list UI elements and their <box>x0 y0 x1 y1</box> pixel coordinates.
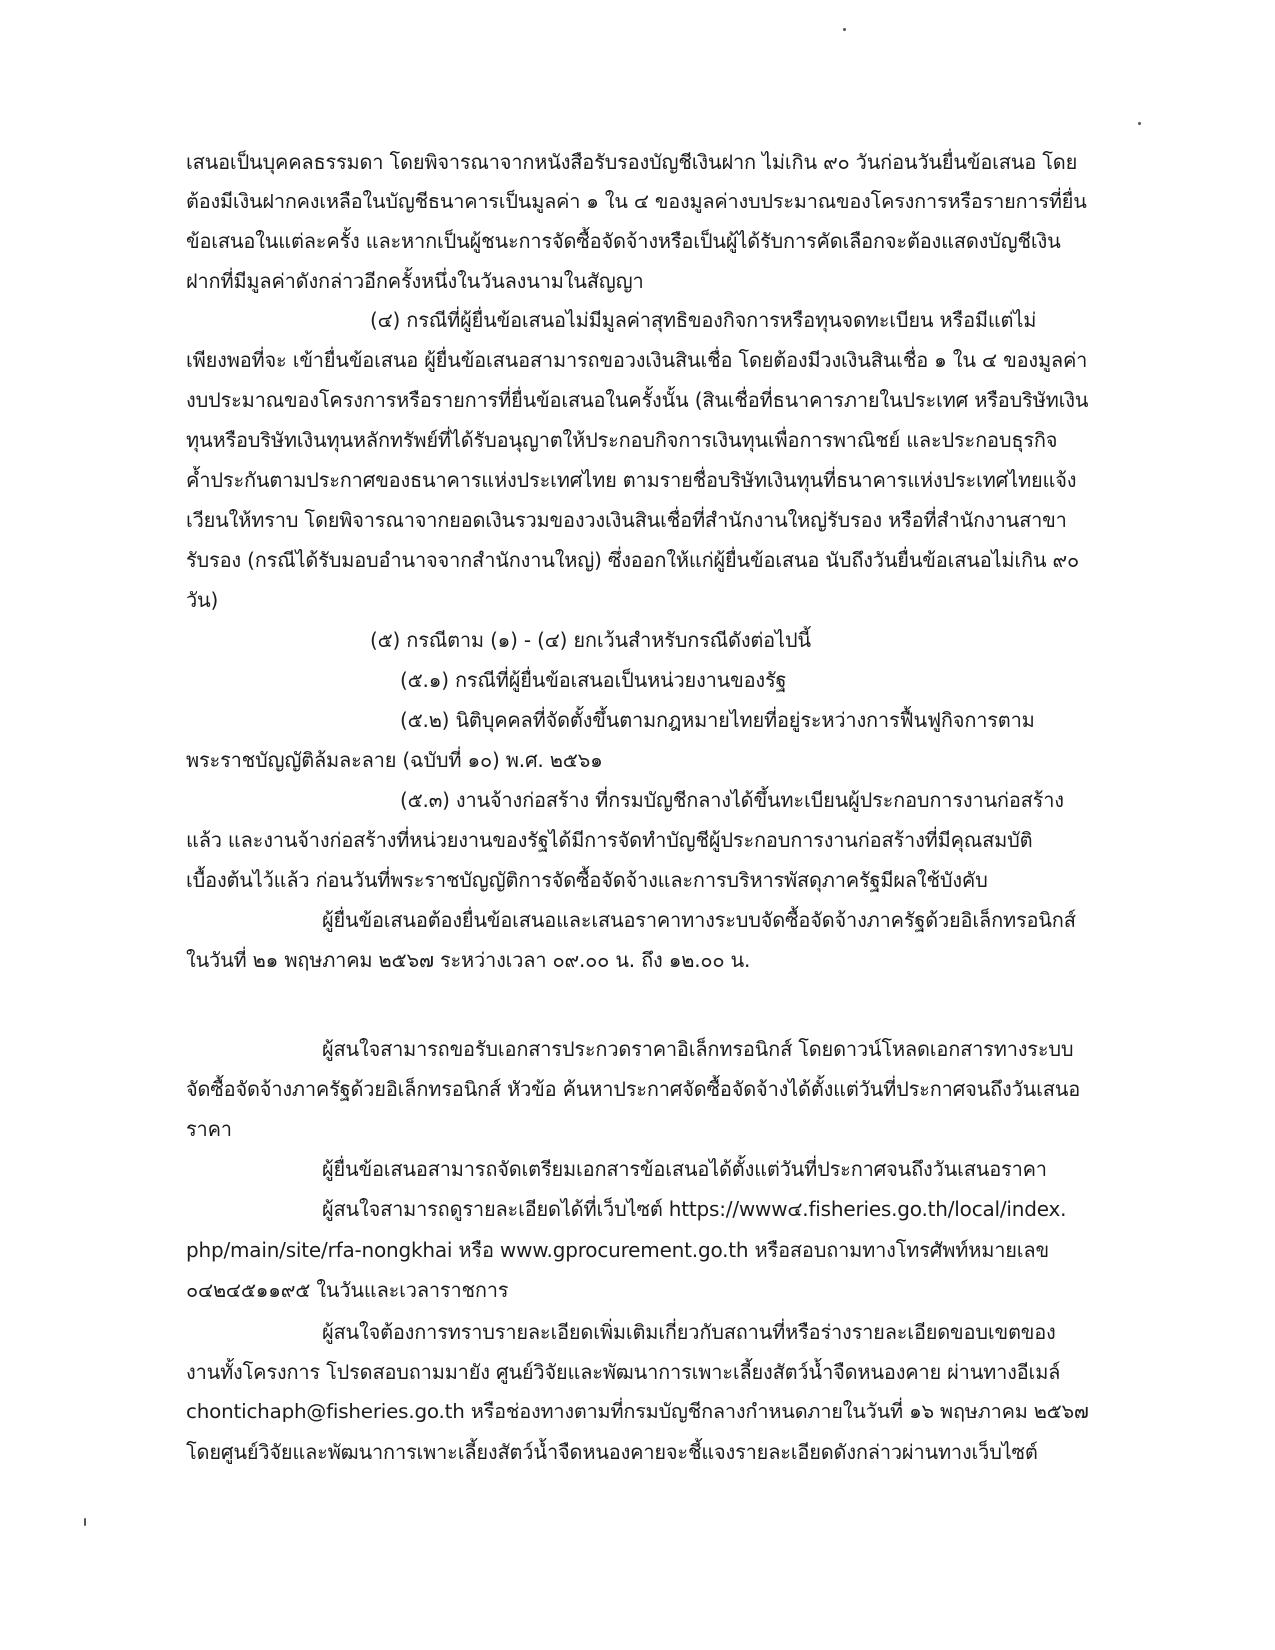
paragraph-line: แล้ว และงานจ้างก่อสร้างที่หน่วยงานของรัฐได้มีการจัดทำบัญชีผู้ประกอบการงานก่อสร้างที่มีคุณสมบัติ <box>186 828 1033 852</box>
clause-heading: (๕) กรณีตาม (๑) - (๔) ยกเว้นสำหรับกรณีดังต่อไปนี้ <box>370 628 811 652</box>
paragraph-line: พระราชบัญญัติล้มละลาย (ฉบับที่ ๑๐) พ.ศ. ๒๕๖๑ <box>186 748 603 772</box>
paragraph-line: เพียงพอที่จะ เข้ายื่นข้อเสนอ ผู้ยื่นข้อเสนอสามารถขอวงเงินสินเชื่อ โดยต้องมีวงเงินสินเชื่อ ๑ ใน ๔ ของมูลค่า <box>186 348 1088 372</box>
paragraph-line: ผู้สนใจต้องการทราบรายละเอียดเพิ่มเติมเกี่ยวกับสถานที่หรือร่างรายละเอียดขอบเขตของ <box>322 1320 1056 1344</box>
paragraph-line: ข้อเสนอในแต่ละครั้ง และหากเป็นผู้ชนะการจัดซื้อจัดจ้างหรือเป็นผู้ได้รับการคัดเลือกจะต้องแสดงบัญชีเงิน <box>186 229 1061 253</box>
paragraph-line: ราคา <box>186 1117 232 1141</box>
paragraph-line: ผู้สนใจสามารถดูรายละเอียดได้ที่เว็บไซต์ https://www๔.fisheries.go.th/local/index. <box>322 1197 1067 1221</box>
scan-speck <box>1138 122 1141 125</box>
paragraph-line: ในวันที่ ๒๑ พฤษภาคม ๒๕๖๗ ระหว่างเวลา ๐๙.๐๐ น. ถึง ๑๒.๐๐ น. <box>186 948 751 972</box>
paragraph-line: งานทั้งโครงการ โปรดสอบถามมายัง ศูนย์วิจัยและพัฒนาการเพาะเลี้ยงสัตว์น้ำจืดหนองคาย ผ่านทางอีเมล์ <box>186 1360 1061 1384</box>
clause-item: (๕.๒) นิติบุคคลที่จัดตั้งขึ้นตามกฎหมายไทยที่อยู่ระหว่างการฟื้นฟูกิจการตาม <box>400 708 1035 732</box>
paragraph-line: ทุนหรือบริษัทเงินทุนหลักทรัพย์ที่ได้รับอนุญาตให้ประกอบกิจการเงินทุนเพื่อการพาณิชย์ และประกอบธุรกิจ <box>186 428 1058 452</box>
paragraph-line: php/main/site/rfa-nongkhai หรือ www.gprocurement.go.th หรือสอบถามทางโทรศัพท์หมายเลข <box>186 1238 1049 1262</box>
clause-item: (๕.๑) กรณีที่ผู้ยื่นข้อเสนอเป็นหน่วยงานของรัฐ <box>400 668 787 692</box>
scan-speck <box>84 1518 86 1526</box>
paragraph-line: รับรอง (กรณีได้รับมอบอำนาจจากสำนักงานใหญ่) ซึ่งออกให้แก่ผู้ยื่นข้อเสนอ นับถึงวันยื่นข้อเสนอไม่เกิน ๙๐ <box>186 548 1079 572</box>
paragraph-line: โดยศูนย์วิจัยและพัฒนาการเพาะเลี้ยงสัตว์น้ำจืดหนองคายจะชี้แจงรายละเอียดดังกล่าวผ่านทางเว็บไซต์ <box>186 1440 1038 1464</box>
paragraph-line: ผู้สนใจสามารถขอรับเอกสารประกวดราคาอิเล็กทรอนิกส์ โดยดาวน์โหลดเอกสารทางระบบ <box>322 1037 1074 1061</box>
paragraph-line: (๔) กรณีที่ผู้ยื่นข้อเสนอไม่มีมูลค่าสุทธิของกิจการหรือทุนจดทะเบียน หรือมีแต่ไม่ <box>370 308 1037 332</box>
clause-item: (๕.๓) งานจ้างก่อสร้าง ที่กรมบัญชีกลางได้ขึ้นทะเบียนผู้ประกอบการงานก่อสร้าง <box>400 788 1064 812</box>
paragraph-line: ๐๔๒๔๕๑๑๙๕ ในวันและเวลาราชการ <box>186 1278 509 1302</box>
paragraph-line: chontichaph@fisheries.go.th หรือช่องทางตามที่กรมบัญชีกลางกำหนดภายในวันที่ ๑๖ พฤษภาคม ๒๕๖๗ <box>186 1400 1089 1423</box>
paragraph-line: ค้ำประกันตามประกาศของธนาคารแห่งประเทศไทย ตามรายชื่อบริษัทเงินทุนที่ธนาคารแห่งประเทศไทยแจ้ง <box>186 468 1077 492</box>
scan-speck <box>843 28 846 31</box>
paragraph-line: ผู้ยื่นข้อเสนอต้องยื่นข้อเสนอและเสนอราคาทางระบบจัดซื้อจัดจ้างภาครัฐด้วยอิเล็กทรอนิกส์ <box>322 908 1076 932</box>
paragraph-line: วัน) <box>186 588 219 612</box>
paragraph-line: เสนอเป็นบุคคลธรรมดา โดยพิจารณาจากหนังสือรับรองบัญชีเงินฝาก ไม่เกิน ๙๐ วันก่อนวันยื่นข้อเสนอ โดย <box>186 150 1078 174</box>
paragraph-line: ต้องมีเงินฝากคงเหลือในบัญชีธนาคารเป็นมูลค่า ๑ ใน ๔ ของมูลค่างบประมาณของโครงการหรือรายการที่ยื่น <box>186 190 1087 213</box>
paragraph-line: ฝากที่มีมูลค่าดังกล่าวอีกครั้งหนึ่งในวันลงนามในสัญญา <box>186 269 644 293</box>
paragraph-line: เวียนให้ทราบ โดยพิจารณาจากยอดเงินรวมของวงเงินสินเชื่อที่สำนักงานใหญ่รับรอง หรือที่สำนักงานสาขา <box>186 508 1067 532</box>
paragraph-line: ผู้ยื่นข้อเสนอสามารถจัดเตรียมเอกสารข้อเสนอได้ตั้งแต่วันที่ประกาศจนถึงวันเสนอราคา <box>322 1157 1047 1181</box>
paragraph-line: เบื้องต้นไว้แล้ว ก่อนวันที่พระราชบัญญัติการจัดซื้อจัดจ้างและการบริหารพัสดุภาครัฐมีผลใช้บังคับ <box>186 868 988 892</box>
paragraph-line: จัดซื้อจัดจ้างภาครัฐด้วยอิเล็กทรอนิกส์ หัวข้อ ค้นหาประกาศจัดซื้อจัดจ้างได้ตั้งแต่วันที่ประกาศจนถึงวันเสนอ <box>186 1077 1081 1101</box>
paragraph-line: งบประมาณของโครงการหรือรายการที่ยื่นข้อเสนอในครั้งนั้น (สินเชื่อที่ธนาคารภายในประเทศ หรือบริษัทเงิน <box>186 388 1089 412</box>
